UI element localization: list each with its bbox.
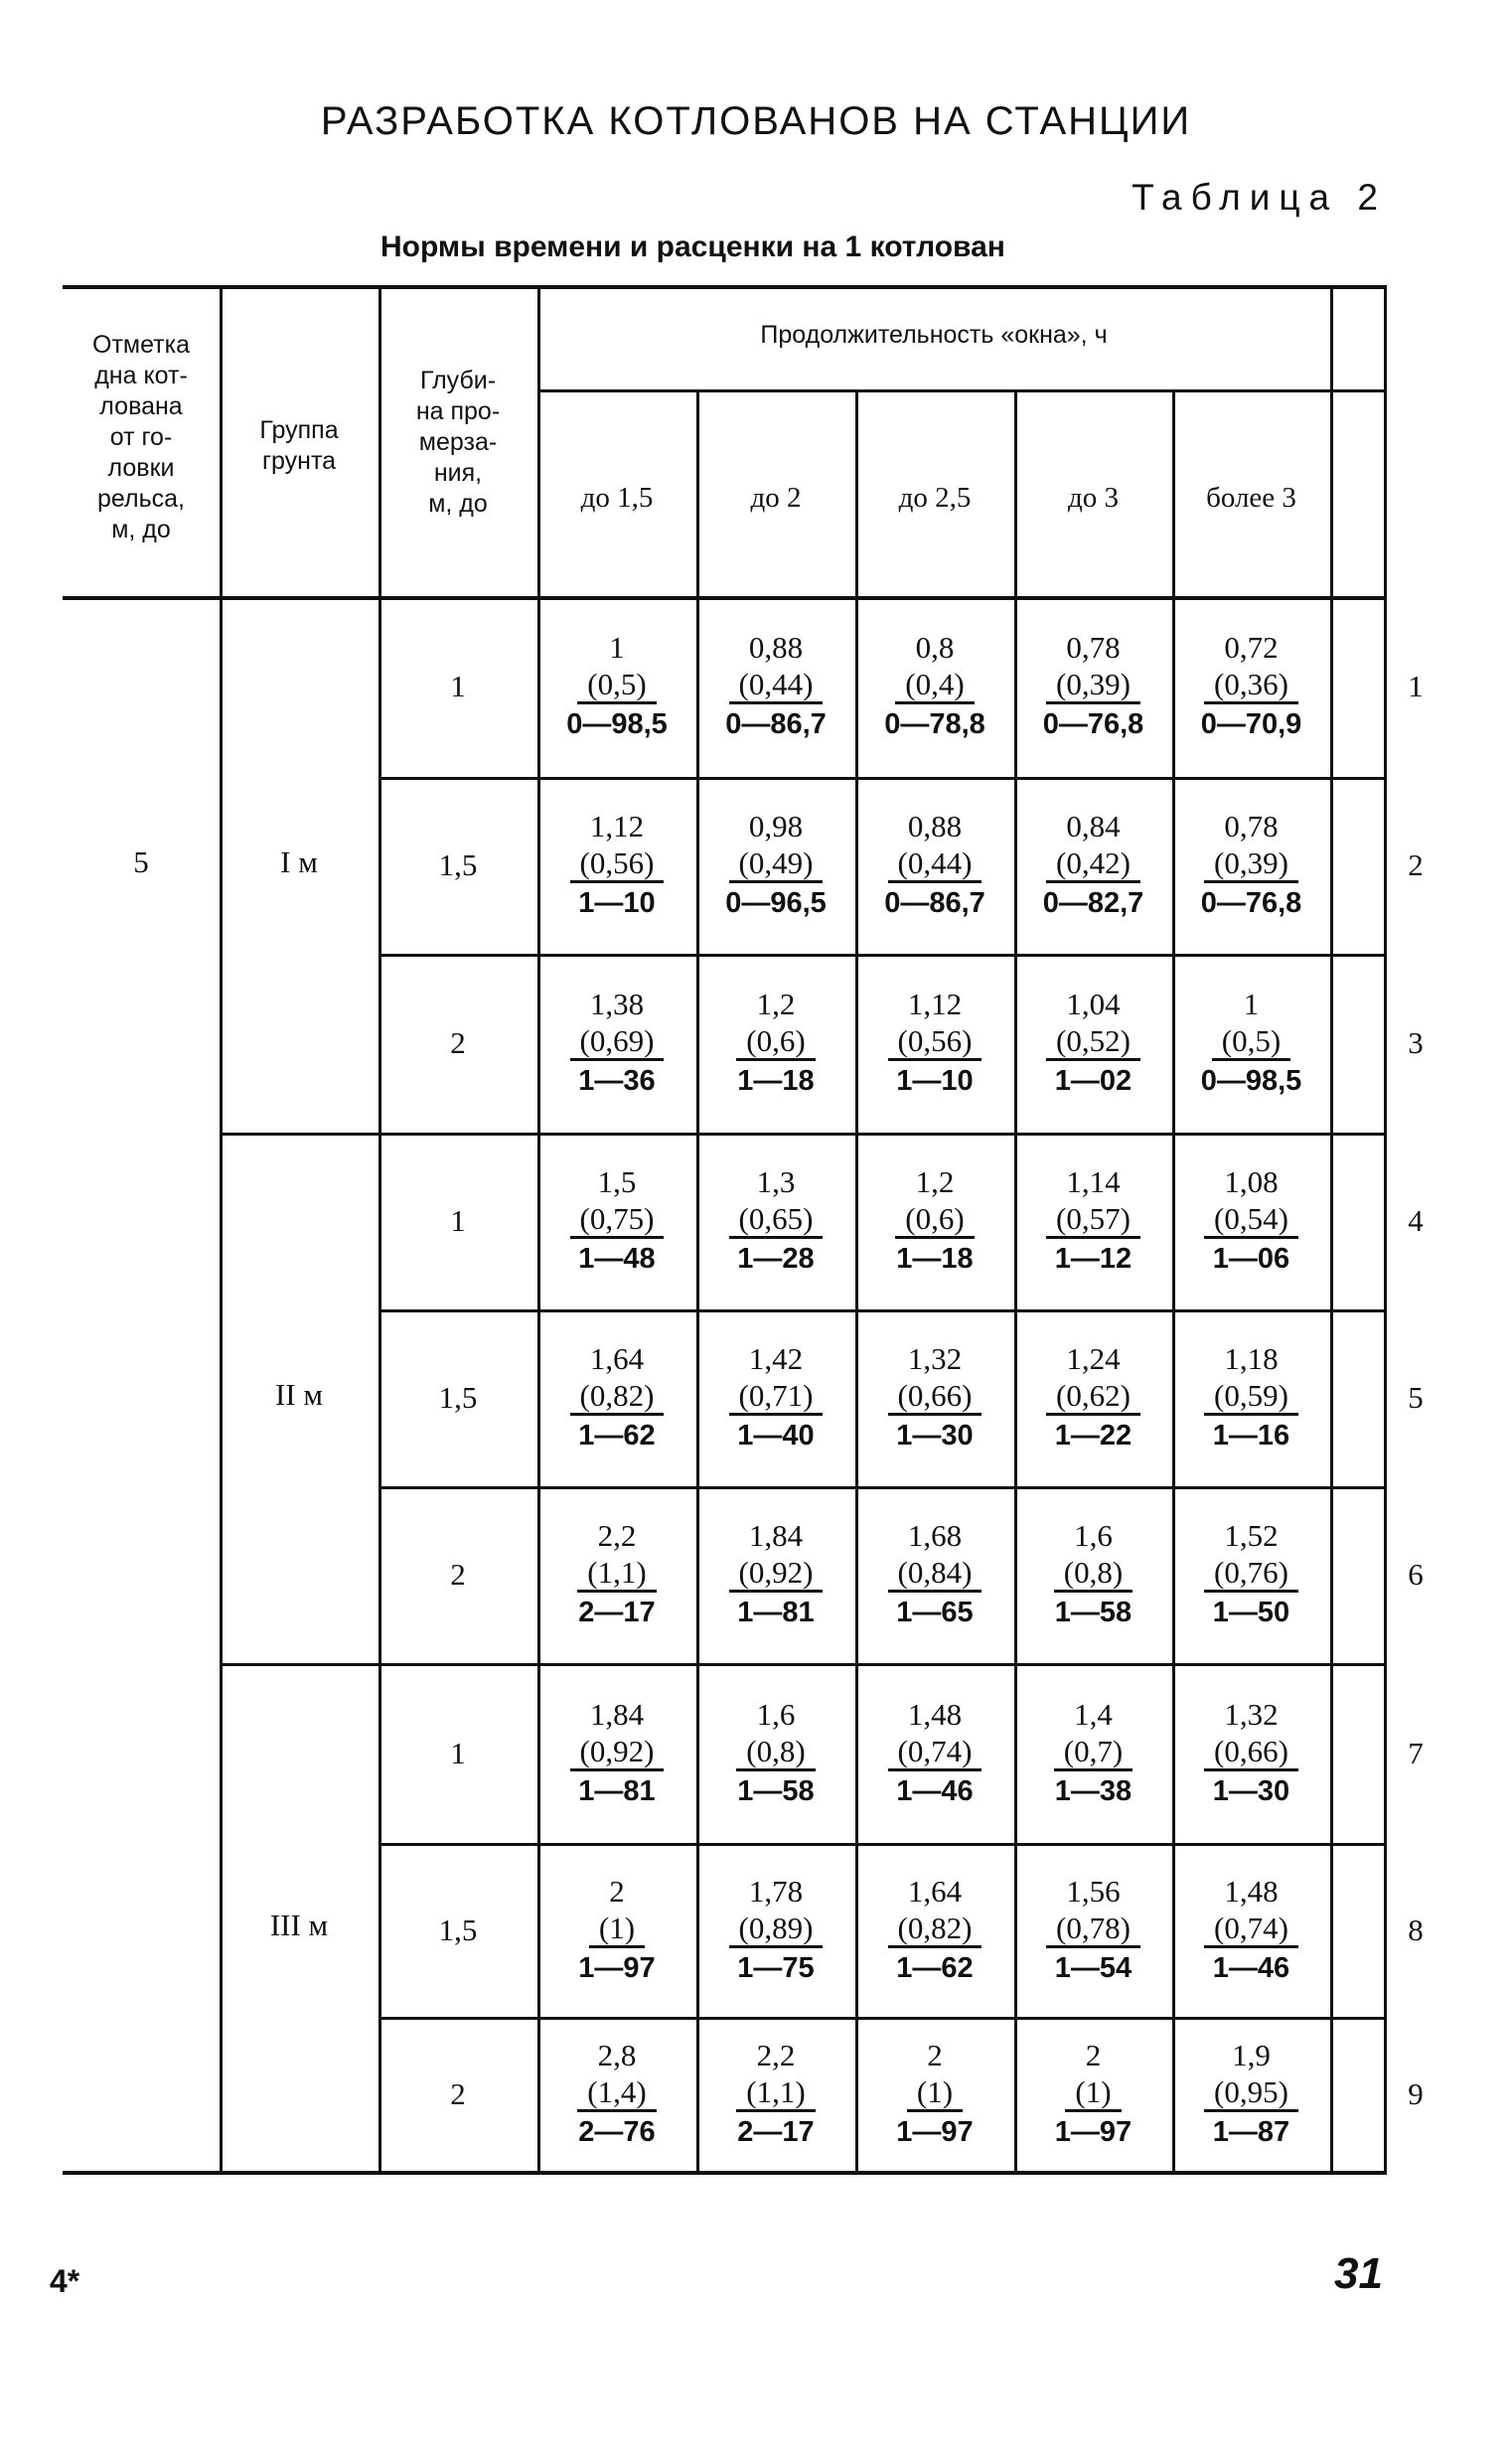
- worker-norm: (0,66): [888, 1379, 983, 1416]
- table-cell: [696, 1696, 855, 1811]
- table-cell: [696, 2037, 855, 2152]
- header-mark: Отметка дна кот- лована от го- ловки рельса, м, до: [92, 331, 190, 543]
- table-cell: [696, 986, 855, 1101]
- row-divider: [378, 1486, 1387, 1489]
- rate: 1—10: [578, 887, 656, 919]
- worker-norm: (1,1): [736, 2075, 815, 2112]
- row-number: 8: [1408, 1912, 1424, 1947]
- worker-norm: (0,39): [1204, 846, 1298, 883]
- table-cell: [855, 1696, 1014, 1811]
- table-cell: [855, 1873, 1014, 1988]
- row-number: 3: [1408, 1025, 1424, 1060]
- table-top-border: [63, 285, 1387, 289]
- table-cell: [1014, 629, 1172, 744]
- worker-norm: (0,89): [729, 1912, 824, 1948]
- rate: 0—70,9: [1200, 708, 1302, 740]
- rate: 1—81: [737, 1597, 815, 1628]
- worker-norm: (0,56): [888, 1024, 983, 1061]
- frost-depth: 2: [450, 2075, 466, 2111]
- time-norm: 0,84: [1066, 809, 1121, 843]
- row-number: 9: [1408, 2075, 1424, 2111]
- worker-norm: (1,4): [577, 2075, 656, 2112]
- worker-norm: (0,8): [1054, 1556, 1133, 1593]
- worker-norm: (0,71): [729, 1379, 824, 1416]
- worker-norm: (0,5): [1212, 1024, 1290, 1061]
- row-divider: [220, 1663, 1387, 1666]
- time-norm: 1,68: [907, 1518, 963, 1553]
- header-col-5: более 3: [1206, 482, 1296, 514]
- table-cell: [537, 1340, 696, 1455]
- worker-norm: (0,7): [1054, 1735, 1133, 1771]
- worker-norm: (0,6): [736, 1024, 815, 1061]
- table-cell: [696, 1163, 855, 1279]
- rate: 1—54: [1054, 1951, 1133, 1984]
- rate: 1—46: [896, 1774, 974, 1807]
- time-norm: 1,14: [1066, 1164, 1121, 1199]
- time-norm: 1,64: [589, 1341, 645, 1376]
- rate: 1—97: [1054, 2115, 1133, 2148]
- rate: 1—22: [1054, 1420, 1133, 1452]
- column-divider: [1330, 285, 1333, 2171]
- table-cell: [855, 808, 1014, 923]
- rate: 1—75: [737, 1951, 815, 1984]
- worker-norm: (0,5): [577, 668, 656, 704]
- page-number: 31: [1334, 2249, 1383, 2298]
- worker-norm: (1): [1065, 2075, 1121, 2112]
- rate: 1—36: [578, 1065, 656, 1097]
- table-cell: [696, 1873, 855, 1988]
- worker-norm: (0,69): [570, 1024, 665, 1061]
- rate: 0—78,8: [884, 708, 985, 740]
- worker-norm: (0,84): [888, 1556, 983, 1593]
- rate: 2—17: [578, 1597, 656, 1628]
- time-norm: 1,3: [756, 1164, 796, 1199]
- rate: 0—98,5: [566, 708, 668, 740]
- worker-norm: (0,95): [1204, 2075, 1298, 2112]
- row-divider: [378, 1843, 1387, 1846]
- rate: 1—87: [1212, 2115, 1290, 2148]
- table-bottom-border: [63, 2171, 1387, 2175]
- time-norm: 1,38: [589, 987, 645, 1021]
- time-norm: 0,8: [915, 630, 955, 665]
- time-norm: 1,04: [1066, 987, 1121, 1021]
- worker-norm: (0,78): [1046, 1912, 1140, 1948]
- rate: 1—81: [578, 1774, 656, 1807]
- header-window: Продолжительность «окна», ч: [760, 321, 1108, 349]
- frost-depth: 1: [450, 1203, 466, 1238]
- table-cell: [1172, 1873, 1330, 1988]
- table-cell: [537, 629, 696, 744]
- rate: 1—48: [578, 1243, 656, 1275]
- page-title: РАЗРАБОТКА КОТЛОВАНОВ НА СТАНЦИИ: [320, 99, 1192, 143]
- column-divider: [220, 285, 223, 2171]
- worker-norm: (0,54): [1204, 1202, 1298, 1239]
- worker-norm: (0,82): [888, 1912, 983, 1948]
- row-number: 5: [1408, 1380, 1424, 1415]
- rate: 1—46: [1212, 1951, 1290, 1984]
- rate: 1—62: [578, 1420, 656, 1452]
- row-number: 6: [1408, 1557, 1424, 1592]
- soil-group: II м: [274, 1377, 323, 1412]
- time-norm: 0,72: [1224, 630, 1279, 665]
- worker-norm: (0,44): [729, 668, 824, 704]
- worker-norm: (0,44): [888, 846, 983, 883]
- table-cell: [537, 808, 696, 923]
- table-cell: [1014, 1873, 1172, 1988]
- time-norm: 1,12: [907, 987, 963, 1021]
- signature-mark: 4*: [50, 2263, 80, 2299]
- time-norm: 1,6: [1074, 1518, 1113, 1553]
- header-depth: Глуби- на про- мерза- ния, м, до: [415, 367, 501, 518]
- row-number: 1: [1408, 669, 1424, 703]
- table-cell: [696, 1340, 855, 1455]
- time-norm: 1,32: [907, 1341, 963, 1376]
- table-cell: [855, 1340, 1014, 1455]
- rate: 0—86,7: [725, 708, 827, 740]
- row-divider: [378, 1309, 1387, 1312]
- time-norm: 1,9: [1232, 2037, 1271, 2072]
- worker-norm: (0,36): [1204, 668, 1298, 704]
- header-col-1: до 1,5: [580, 482, 654, 514]
- table-cell: [1172, 1163, 1330, 1279]
- worker-norm: (0,74): [1204, 1912, 1298, 1948]
- frost-depth: 2: [450, 1557, 466, 1592]
- row-divider: [378, 954, 1387, 957]
- worker-norm: (0,8): [736, 1735, 815, 1771]
- column-divider: [1384, 285, 1387, 2171]
- row-number: 7: [1408, 1735, 1424, 1770]
- rate: 1—06: [1212, 1243, 1290, 1275]
- time-norm: 1,48: [1224, 1873, 1279, 1909]
- rate: 1—18: [896, 1243, 974, 1275]
- frost-depth: 1: [450, 669, 466, 703]
- header-col-4: до 3: [1067, 482, 1119, 514]
- time-norm: 1,5: [597, 1164, 637, 1199]
- rate: 1—30: [896, 1420, 974, 1452]
- time-norm: 1,4: [1074, 1696, 1113, 1732]
- header-col-2: до 2: [750, 482, 802, 514]
- table-cell: [1172, 629, 1330, 744]
- time-norm: 1: [609, 630, 625, 665]
- time-norm: 2: [1085, 2037, 1102, 2072]
- time-norm: 2,8: [597, 2037, 637, 2072]
- table-cell: [537, 1696, 696, 1811]
- rate: 1—38: [1054, 1774, 1133, 1807]
- rate: 1—10: [896, 1065, 974, 1097]
- worker-norm: (1): [589, 1912, 645, 1948]
- rate: 1—65: [896, 1597, 974, 1628]
- rate: 0—82,7: [1042, 887, 1144, 919]
- table-cell: [855, 1517, 1014, 1632]
- row-number: 4: [1408, 1203, 1424, 1238]
- worker-norm: (0,42): [1046, 846, 1140, 883]
- time-norm: 1,32: [1224, 1696, 1279, 1732]
- time-norm: 0,88: [748, 630, 804, 665]
- table-cell: [696, 629, 855, 744]
- table-cell: [696, 808, 855, 923]
- time-norm: 2: [609, 1873, 625, 1909]
- worker-norm: (0,65): [729, 1202, 824, 1239]
- header-window-divider: [537, 389, 1386, 392]
- rate: 1—16: [1212, 1420, 1290, 1452]
- table-cell: [537, 2037, 696, 2152]
- mark-value: 5: [133, 844, 149, 879]
- rate: 1—58: [737, 1774, 815, 1807]
- time-norm: 1,84: [589, 1696, 645, 1732]
- worker-norm: (0,82): [570, 1379, 665, 1416]
- table-cell: [1014, 1517, 1172, 1632]
- frost-depth: 2: [450, 1025, 466, 1060]
- rate: 2—76: [578, 2115, 656, 2148]
- rate: 0—76,8: [1200, 887, 1302, 919]
- header-group: Группа грунта: [259, 416, 339, 475]
- rate: 1—30: [1212, 1774, 1290, 1807]
- row-number: 2: [1408, 847, 1424, 882]
- table-label: Таблица 2: [1132, 177, 1387, 218]
- rate: 1—58: [1054, 1597, 1133, 1628]
- time-norm: 2,2: [756, 2037, 796, 2072]
- worker-norm: (0,39): [1046, 668, 1140, 704]
- table-cell: [1014, 1340, 1172, 1455]
- rate: 2—17: [737, 2115, 815, 2148]
- table-cell: [855, 629, 1014, 744]
- time-norm: 1,84: [748, 1518, 804, 1553]
- table-cell: [1172, 1696, 1330, 1811]
- worker-norm: (0,59): [1204, 1379, 1298, 1416]
- header-col-3: до 2,5: [898, 482, 972, 514]
- table-cell: [537, 1517, 696, 1632]
- time-norm: 2: [927, 2037, 943, 2072]
- table-cell: [1172, 986, 1330, 1101]
- time-norm: 1,42: [748, 1341, 804, 1376]
- frost-depth: 1,5: [438, 1380, 478, 1415]
- header-bottom-border: [63, 596, 1387, 600]
- time-norm: 0,98: [748, 809, 804, 843]
- frost-depth: 1: [450, 1735, 466, 1770]
- rate: 1—62: [896, 1951, 974, 1984]
- time-norm: 1,12: [589, 809, 645, 843]
- table-cell: [855, 2037, 1014, 2152]
- row-divider: [378, 777, 1387, 780]
- rate: 1—02: [1054, 1065, 1133, 1097]
- worker-norm: (0,92): [729, 1556, 824, 1593]
- rate: 0—76,8: [1042, 708, 1144, 740]
- frost-depth: 1,5: [438, 847, 478, 882]
- table-cell: [1172, 808, 1330, 923]
- rate: 1—28: [737, 1243, 815, 1275]
- worker-norm: (0,75): [570, 1202, 665, 1239]
- rate: 1—12: [1054, 1243, 1133, 1275]
- table-cell: [1014, 808, 1172, 923]
- soil-group: III м: [269, 1908, 329, 1942]
- table-cell: [1014, 1163, 1172, 1279]
- worker-norm: (1): [907, 2075, 963, 2112]
- table-cell: [537, 986, 696, 1101]
- table-cell: [537, 1873, 696, 1988]
- time-norm: 0,78: [1224, 809, 1279, 843]
- time-norm: 1,52: [1224, 1518, 1279, 1553]
- worker-norm: (1,1): [577, 1556, 656, 1593]
- worker-norm: (0,4): [895, 668, 974, 704]
- worker-norm: (0,49): [729, 846, 824, 883]
- rate: 0—96,5: [725, 887, 827, 919]
- table-cell: [1172, 1517, 1330, 1632]
- worker-norm: (0,62): [1046, 1379, 1140, 1416]
- time-norm: 1,24: [1066, 1341, 1121, 1376]
- rate: 1—40: [737, 1420, 815, 1452]
- rate: 1—50: [1212, 1597, 1290, 1628]
- time-norm: 1,6: [756, 1696, 796, 1732]
- table-cell: [537, 1163, 696, 1279]
- time-norm: 1,56: [1066, 1873, 1121, 1909]
- rate: 1—18: [737, 1065, 815, 1097]
- time-norm: 1,48: [907, 1696, 963, 1732]
- time-norm: 1,08: [1224, 1164, 1279, 1199]
- time-norm: 1,64: [907, 1873, 963, 1909]
- worker-norm: (0,6): [895, 1202, 974, 1239]
- table-cell: [1014, 1696, 1172, 1811]
- time-norm: 0,88: [907, 809, 963, 843]
- row-divider: [220, 1133, 1387, 1136]
- time-norm: 1,2: [756, 987, 796, 1021]
- frost-depth: 1,5: [438, 1912, 478, 1947]
- table-cell: [855, 986, 1014, 1101]
- worker-norm: (0,52): [1046, 1024, 1140, 1061]
- soil-group: I м: [280, 844, 318, 879]
- table-cell: [1172, 1340, 1330, 1455]
- worker-norm: (0,66): [1204, 1735, 1298, 1771]
- worker-norm: (0,57): [1046, 1202, 1140, 1239]
- table-cell: [1014, 986, 1172, 1101]
- rate: 0—86,7: [884, 887, 985, 919]
- worker-norm: (0,92): [570, 1735, 665, 1771]
- table-cell: [696, 1517, 855, 1632]
- worker-norm: (0,74): [888, 1735, 983, 1771]
- table-cell: [1014, 2037, 1172, 2152]
- time-norm: 1,18: [1224, 1341, 1279, 1376]
- worker-norm: (0,76): [1204, 1556, 1298, 1593]
- time-norm: 2,2: [597, 1518, 637, 1553]
- time-norm: 1: [1243, 987, 1260, 1021]
- time-norm: 1,2: [915, 1164, 955, 1199]
- rate: 0—98,5: [1200, 1065, 1302, 1097]
- rate: 1—97: [896, 2115, 974, 2148]
- table-cell: [1172, 2037, 1330, 2152]
- time-norm: 1,78: [748, 1873, 804, 1909]
- table-cell: [855, 1163, 1014, 1279]
- table-subtitle: Нормы времени и расценки на 1 котлован: [380, 230, 1005, 263]
- worker-norm: (0,56): [570, 846, 665, 883]
- time-norm: 0,78: [1066, 630, 1121, 665]
- rate: 1—97: [578, 1951, 656, 1984]
- row-divider: [378, 2017, 1387, 2020]
